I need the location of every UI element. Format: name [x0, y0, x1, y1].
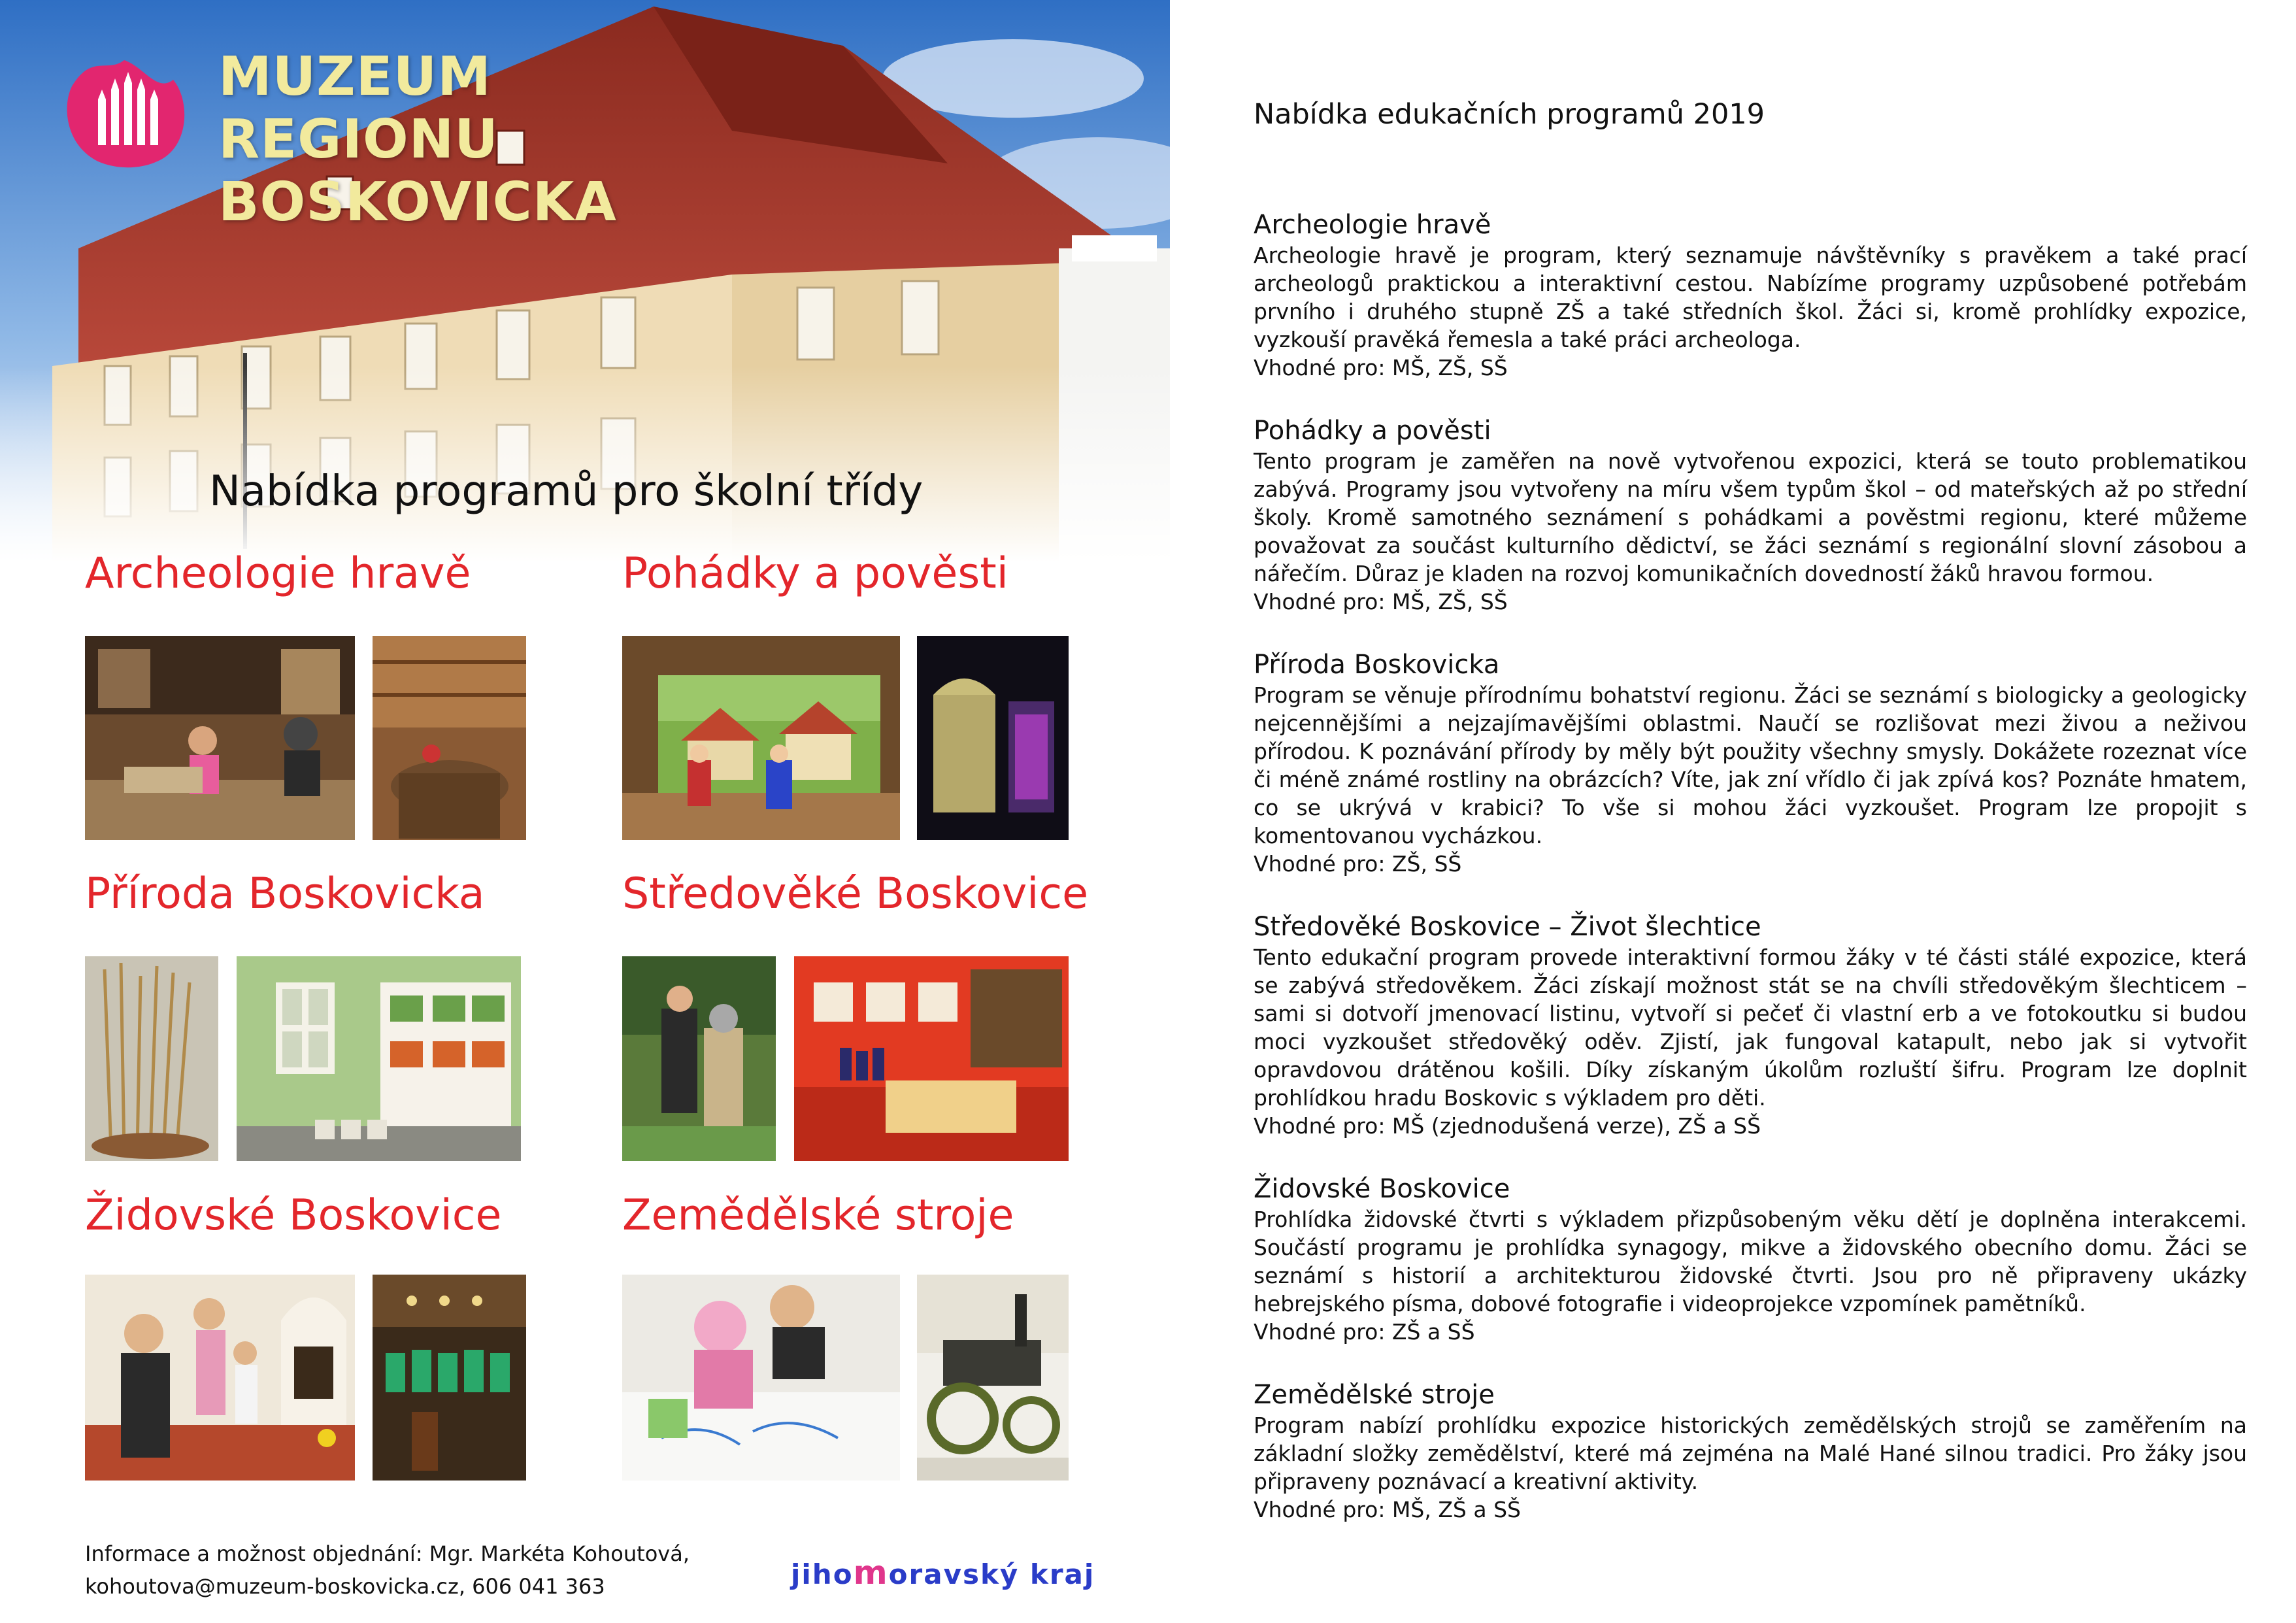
program-title-pohadky: Pohádky a pověsti: [622, 549, 1008, 598]
program-title-archeologie: Archeologie hravě: [85, 549, 471, 598]
programs-description-panel: [1254, 98, 2247, 1558]
section-heading: Zemědělské stroje: [1254, 1380, 1495, 1410]
logo-line-2: REGIONU: [218, 109, 499, 171]
section-text: Program se věnuje přírodnímu bohatství regionu. Žáci se seznámí s biologicky a geologicky nejcennějšími a nejzajímavějšími oblastmi. Naučí se rozlišovat mezi živou a neživou přírodou. K poznávání přírody by měly být použity všechny smysly. Dokážete rozeznat více či méně známé rostliny na obrázcích? Víte, jak zní vřídlo či jak zpívá kos? Poznáte hmatem, co se ukrývá v krabici? To vše si mohou žáci vyzkoušet. Program lze propojit s komentovanou vycházkou.: [1254, 682, 2247, 848]
section-text: Prohlídka židovské čtvrti s výkladem přizpůsobeným věku dětí je doplněna interakcemi. Součástí programu je prohlídka synagogy, mikve a židovského obecního domu. Žáci se seznámí s historií a architekturou židovské čtvrti. Jsou pro ně připraveny ukázky hebrejského písma, dobové fotografie i videoprojekce vzpomínek pamětníků.: [1254, 1207, 2247, 1316]
contact-line-1: Informace a možnost objednání: Mgr. Markéta Kohoutová,: [85, 1541, 690, 1566]
section-priroda: [1254, 650, 2247, 878]
section-heading: Archeologie hravě: [1254, 210, 1491, 240]
section-text: Tento program je zaměřen na nově vytvořenou expozici, která se touto problematikou zabývá. Programy jsou vytvořeny na míru všem typům škol – od mateřských až po střední školy. Kromě samotného seznámení s pohádkami a pověstmi regionu, které můžeme považovat za součást kulturního dědictví, se žáci seznámí s regionální slovní zásobou a nářečím. Důraz je kladen na rozvoj komunikačních dovedností žáků hravou formou.: [1254, 448, 2247, 586]
section-suitable: Vhodné pro: ZŠ a SŠ: [1254, 1319, 1475, 1345]
photo-archeology-tools: [373, 636, 526, 840]
logo-line-3: BOSKOVICKA: [218, 171, 617, 233]
document-title: Nabídka edukačních programů 2019: [1254, 98, 1765, 131]
section-suitable: Vhodné pro: ZŠ, SŠ: [1254, 851, 1462, 877]
logo-line-1: MUZEUM: [218, 46, 491, 108]
contact-line-2: kohoutova@muzeum-boskovicka.cz, 606 041 363: [85, 1574, 605, 1599]
program-title-stredoveke: Středověké Boskovice: [622, 869, 1089, 918]
section-heading: Středověké Boskovice – Život šlechtice: [1254, 912, 1761, 942]
section-text: Archeologie hravě je program, který seznamuje návštěvníky s pravěkem a také prací archeologů praktickou a interaktivní cestou. Nabízíme programy uzpůsobené potřebám prvního i druhého stupně ZŠ a také středních škol. Žáci si, kromě prohlídky expozice, vyzkouší pravěká řemesla a také práci archeologa.: [1254, 243, 2247, 352]
kraj-text-m: m: [853, 1554, 889, 1592]
photo-fairy-tale-puppets: [622, 636, 900, 840]
museum-logo-text: [218, 46, 676, 234]
section-heading: Židovské Boskovice: [1254, 1174, 1510, 1204]
photo-medieval-costumes: [622, 956, 776, 1161]
section-zemedelske: [1254, 1380, 2247, 1524]
photo-jewish-quarter-visit: [85, 1275, 355, 1481]
section-text: Tento edukační program provede interaktivní formou žáky v té části stálé expozice, která se zabývá středověkem. Žáci získají možnost stát se na chvíli středověkým šlechticem – sami si dotvoří jmenovací listinu, vytvoří si pečeť či vlastní erb a ve fotokoutku si budou moci vyzkoušet středověký oděv. Zjistí, jak fungoval katapult, nebo jak si vytvořit opravdovou drátěnou košili. Díky získaným úkolům rozluští šifru. Program lze doplnit prohlídkou hradu Boskovic s výkladem pro děti.: [1254, 945, 2247, 1111]
museum-logo-icon: [59, 54, 190, 171]
section-suitable: Vhodné pro: MŠ, ZŠ a SŠ: [1254, 1497, 1521, 1522]
photo-jewish-choir: [373, 1275, 526, 1481]
photo-archeology-workshop: [85, 636, 355, 840]
section-archeologie: [1254, 210, 2247, 382]
photo-agriculture-machine: [917, 1275, 1069, 1481]
section-stredoveke: [1254, 912, 2247, 1140]
section-zidovske: [1254, 1174, 2247, 1346]
photo-fairy-tale-gate: [917, 636, 1069, 840]
program-title-zemedelske: Zemědělské stroje: [622, 1191, 1014, 1240]
hero-title: Nabídka programů pro školní třídy: [209, 467, 923, 516]
section-suitable: Vhodné pro: MŠ, ZŠ, SŠ: [1254, 355, 1508, 380]
section-suitable: Vhodné pro: MŠ, ZŠ, SŠ: [1254, 589, 1508, 614]
section-text: Program nabízí prohlídku expozice historických zemědělských strojů se zaměřením na základní složky zemědělství, které má zejména na Malé Hané silnou tradici. Pro žáky jsou připraveny poznávací a kreativní aktivity.: [1254, 1413, 2247, 1494]
contact-info: [85, 1537, 690, 1603]
program-title-priroda: Příroda Boskovicka: [85, 869, 485, 918]
photo-agriculture-drawing: [622, 1275, 900, 1481]
section-heading: Pohádky a pověsti: [1254, 416, 1491, 446]
photo-nature-grain: [85, 956, 218, 1161]
kraj-text-a: jiho: [791, 1558, 854, 1590]
photo-nature-exhibition: [237, 956, 521, 1161]
kraj-text-b: oravský kraj: [888, 1558, 1095, 1590]
museum-building-photo: [0, 0, 1170, 562]
jihomoravsky-kraj-logo: [791, 1554, 1095, 1592]
section-suitable: Vhodné pro: MŠ (zjednodušená verze), ZŠ a SŠ: [1254, 1113, 1761, 1139]
section-heading: Příroda Boskovicka: [1254, 650, 1500, 680]
photo-medieval-exhibition: [794, 956, 1069, 1161]
program-title-zidovske: Židovské Boskovice: [85, 1191, 502, 1240]
section-pohadky: [1254, 416, 2247, 616]
